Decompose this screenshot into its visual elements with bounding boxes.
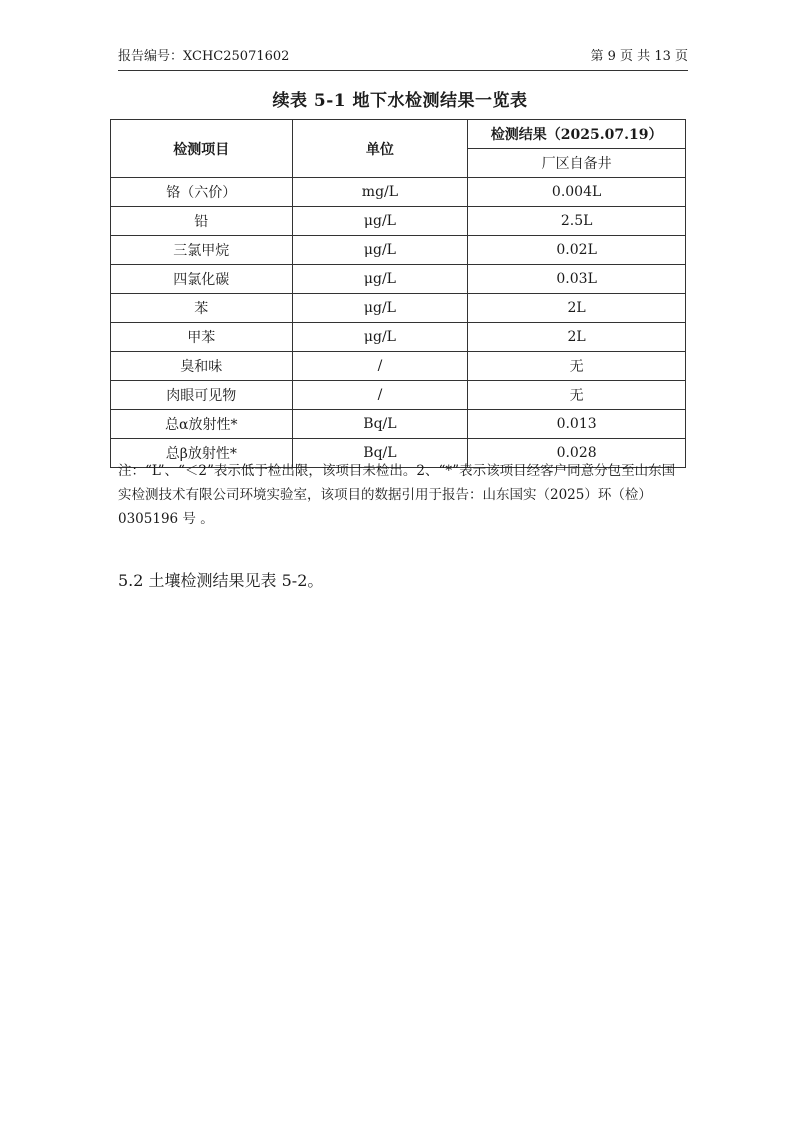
value-cell: 0.028 — [468, 439, 686, 468]
value-cell: 无 — [468, 381, 686, 410]
section-text: 5.2 土壤检测结果见表 5-2。 — [118, 571, 324, 590]
unit-cell: Bq/L — [292, 410, 468, 439]
table-row — [111, 410, 686, 439]
table-note: 注：“L”、“＜2”表示低于检出限，该项目未检出。2、“*”表示该项目经客户同意分包至山东国实检测技术有限公司环境实验室，该项目的数据引用于报告：山东国实（2025）环（检）0305196 号 。 — [118, 463, 676, 527]
report-number: 报告编号：XCHC25071602 — [118, 49, 290, 64]
header-location: 厂区自备井 — [468, 149, 686, 178]
value-cell: 0.03L — [468, 265, 686, 294]
item-cell: 肉眼可见物 — [111, 381, 293, 410]
table-row — [111, 381, 686, 410]
table-row — [111, 294, 686, 323]
unit-cell: μg/L — [292, 265, 468, 294]
unit-cell: Bq/L — [292, 439, 468, 468]
value-cell: 无 — [468, 352, 686, 381]
unit-cell: μg/L — [292, 207, 468, 236]
item-cell: 臭和味 — [111, 352, 293, 381]
unit-cell: μg/L — [292, 294, 468, 323]
value-cell: 0.013 — [468, 410, 686, 439]
unit-cell: μg/L — [292, 323, 468, 352]
item-cell: 总α放射性* — [111, 410, 293, 439]
table-row — [111, 236, 686, 265]
table-row — [111, 352, 686, 381]
item-cell: 四氯化碳 — [111, 265, 293, 294]
unit-cell: mg/L — [292, 178, 468, 207]
value-cell: 2.5L — [468, 207, 686, 236]
table-row — [111, 323, 686, 352]
unit-cell: / — [292, 381, 468, 410]
table-row — [111, 207, 686, 236]
unit-cell: / — [292, 352, 468, 381]
header-item: 检测项目 — [111, 120, 293, 178]
value-cell: 0.02L — [468, 236, 686, 265]
table-row — [111, 265, 686, 294]
results-table — [110, 119, 686, 468]
header-result: 检测结果（2025.07.19） — [468, 120, 686, 149]
value-cell: 0.004L — [468, 178, 686, 207]
table-title: 续表 5-1 地下水检测结果一览表 — [272, 91, 528, 111]
item-cell: 铅 — [111, 207, 293, 236]
item-cell: 三氯甲烷 — [111, 236, 293, 265]
header-unit: 单位 — [292, 120, 468, 178]
page-header — [118, 44, 688, 71]
item-cell: 总β放射性* — [111, 439, 293, 468]
page-number: 第 9 页 共 13 页 — [590, 49, 688, 64]
item-cell: 甲苯 — [111, 323, 293, 352]
item-cell: 铬（六价） — [111, 178, 293, 207]
table-row — [111, 178, 686, 207]
value-cell: 2L — [468, 323, 686, 352]
item-cell: 苯 — [111, 294, 293, 323]
value-cell: 2L — [468, 294, 686, 323]
unit-cell: μg/L — [292, 236, 468, 265]
